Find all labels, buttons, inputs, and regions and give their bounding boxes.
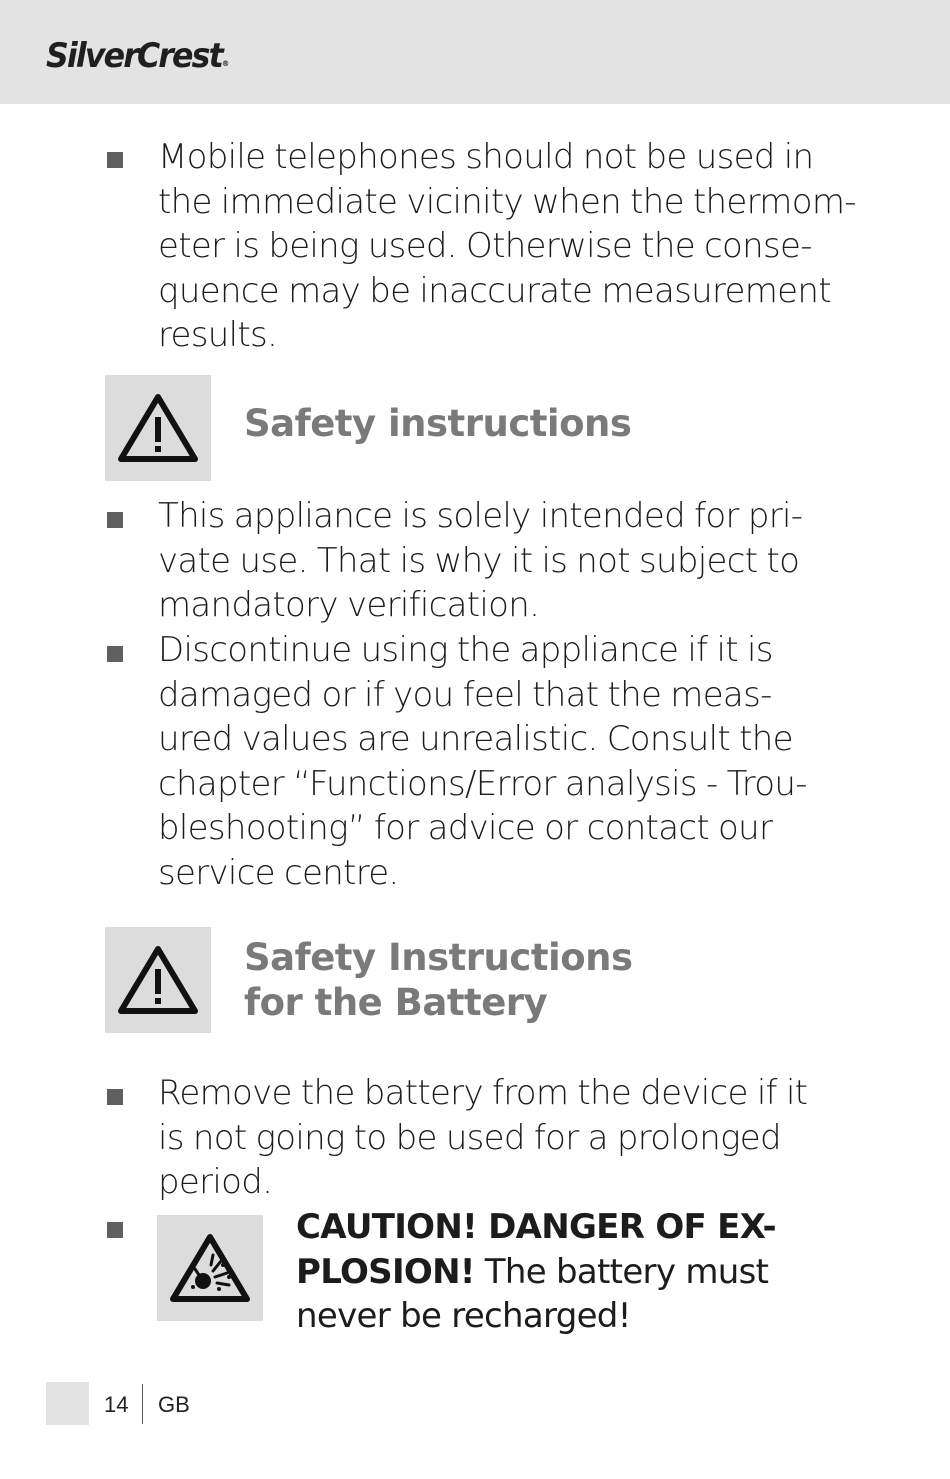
intro-paragraph	[158, 135, 856, 358]
text-line: service centre.	[158, 852, 399, 893]
safety-paragraph-2	[158, 628, 807, 896]
bullet-marker	[107, 1222, 123, 1238]
text-line: Remove the battery from the device if it	[158, 1073, 808, 1113]
heading-line: for the Battery	[244, 981, 548, 1024]
page-header	[0, 0, 950, 104]
footer-marker	[46, 1382, 89, 1425]
bullet-marker	[107, 152, 123, 168]
text-line: ured values are unrealistic. Consult the	[158, 719, 793, 760]
page-number: 14	[104, 1392, 129, 1417]
caution-paragraph	[296, 1205, 776, 1339]
text-line: mandatory verification.	[158, 585, 540, 626]
text-line: eter is being used. Otherwise the conse-	[158, 226, 812, 267]
warning-triangle-icon	[105, 927, 211, 1033]
text-line: chapter “Functions/Error analysis - Trou-	[158, 763, 807, 804]
bullet-marker	[107, 512, 123, 528]
section-heading-safety: Safety instructions	[244, 402, 632, 445]
text-line: period.	[158, 1162, 273, 1203]
language-code: GB	[158, 1392, 190, 1417]
battery-paragraph-1	[158, 1071, 807, 1205]
caution-bold: PLOSION!	[296, 1251, 475, 1292]
registered-mark: ®	[221, 59, 230, 68]
text-line: the immediate vicinity when the thermom-	[158, 181, 856, 222]
footer-divider	[142, 1384, 143, 1424]
text-line	[296, 1205, 776, 1250]
safety-paragraph-1	[158, 494, 802, 628]
warning-triangle-icon	[105, 375, 211, 481]
text-line: Mobile telephones should not be used in	[158, 137, 814, 177]
text-line: This appliance is solely intended for pri-	[158, 496, 803, 536]
bullet-marker	[107, 1089, 123, 1105]
text-line: bleshooting” for advice or contact our	[158, 808, 773, 849]
text-line: damaged or if you feel that the meas-	[158, 674, 772, 715]
text-line: vate use. That is why it is not subject to	[158, 540, 800, 581]
text-line: Discontinue using the appliance if it is	[158, 630, 773, 670]
section-heading-battery	[244, 935, 633, 1025]
text-line: is not going to be used for a prolonged	[158, 1117, 781, 1158]
caution-text: The battery must	[474, 1251, 769, 1292]
brand-name: SilverCrest	[46, 36, 222, 76]
brand-logo	[46, 36, 229, 76]
bullet-marker	[107, 646, 123, 662]
explosion-hazard-icon	[157, 1215, 263, 1321]
text-line	[296, 1250, 776, 1295]
text-line: results.	[158, 315, 278, 356]
text-line: quence may be inaccurate measurement	[158, 270, 831, 311]
heading-line: Safety Instructions	[244, 936, 633, 979]
caution-bold: CAUTION! DANGER OF EX-	[296, 1207, 776, 1247]
text-line: never be recharged!	[296, 1296, 631, 1337]
